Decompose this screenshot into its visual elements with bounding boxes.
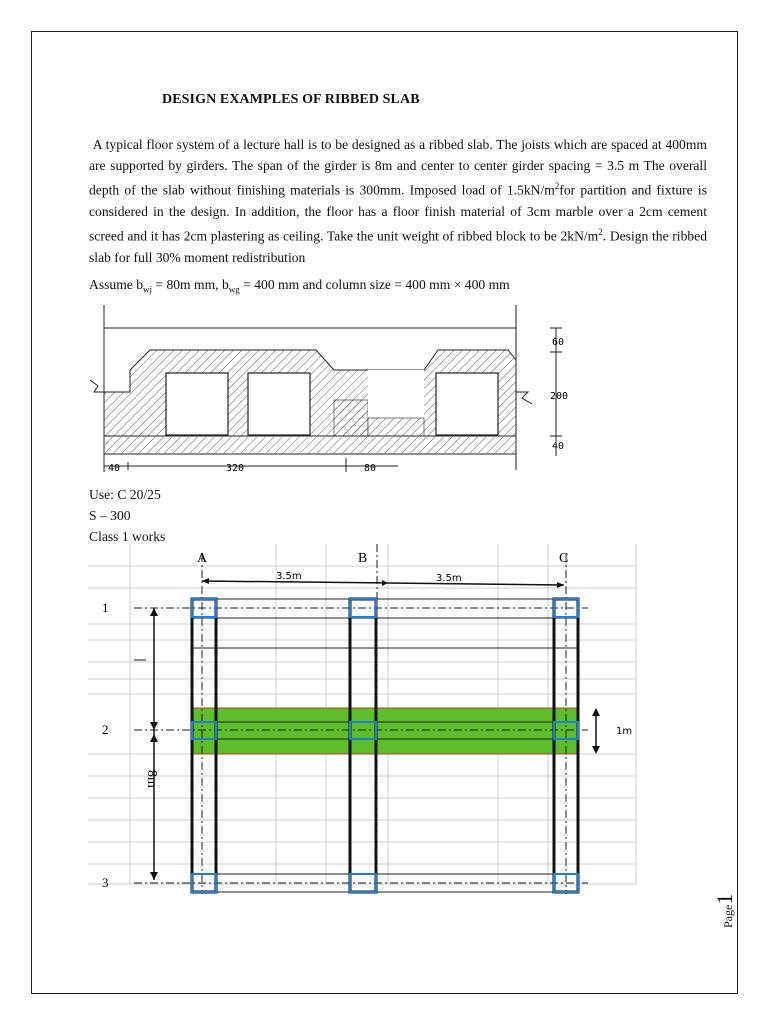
row-label-1: 1	[102, 600, 109, 615]
paragraph-sup-2: 2	[598, 227, 603, 238]
column-label-b: B	[358, 551, 368, 566]
dim-top-flange: 60	[552, 337, 565, 348]
assume-line	[89, 277, 510, 295]
dim-bottom: 40	[552, 441, 565, 452]
span-label-bc: 3.5m	[436, 573, 462, 584]
page-number-label	[712, 894, 738, 928]
paragraph-part-2: for partition and fixture is considered in the design. In addition, the floor has a floor finish material of 3cm marble over a 2cm cement screed and it has 2cm plastering as ceiling. Take the unit weight of ribbed block to be 2kN/m	[89, 182, 707, 244]
assume-sub-wg: wg	[228, 284, 240, 295]
paragraph-sup-1: 2	[554, 181, 560, 192]
document-title: DESIGN EXAMPLES OF RIBBED SLAB	[162, 92, 420, 107]
paragraph-part-3: . Design the ribbed slab for full 30% moment redistribution	[89, 228, 707, 266]
page-word: Page	[721, 904, 735, 928]
dim-bottom-80: 80	[364, 463, 377, 474]
dim-rib-depth: 200	[550, 391, 569, 402]
column-label-a: A	[197, 551, 208, 566]
assume-prefix: Assume b	[89, 277, 143, 292]
page-number: 1	[712, 893, 737, 905]
dim-bottom-320: 320	[226, 463, 245, 474]
assume-suffix: = 400 mm and column size = 400 mm × 400 mm	[239, 277, 510, 292]
use-line-steel: S – 300	[89, 508, 131, 523]
strip-width-label: 1m	[616, 726, 633, 737]
use-line-class: Class 1 works	[89, 529, 166, 544]
assume-sub-wj: wj	[143, 284, 152, 295]
assume-mid: = 80m mm, b	[152, 277, 229, 292]
vertical-span-label: 8m	[144, 770, 159, 788]
design-strip	[192, 708, 578, 754]
row-label-3: 3	[102, 875, 109, 890]
paragraph-part-1: A typical floor system of a lecture hall is to be designed as a ribbed slab. The joists which are spaced at 400mm are supported by girders. The span of the girder is 8m and center to center girder spacing = 3.5 m The overall depth of the slab without finishing materials is 300mm. Imposed load of 1.5kN/m	[89, 137, 707, 198]
floor-plan-grid-figure	[88, 544, 648, 904]
use-line-concrete: Use: C 20/25	[89, 487, 161, 502]
dim-bottom-40: 40	[108, 463, 121, 474]
problem-paragraph	[89, 134, 707, 268]
row-label-2: 2	[102, 722, 109, 737]
column-label-c: C	[559, 551, 569, 566]
ribbed-slab-section-figure	[88, 300, 588, 480]
span-label-ab: 3.5m	[276, 571, 302, 582]
